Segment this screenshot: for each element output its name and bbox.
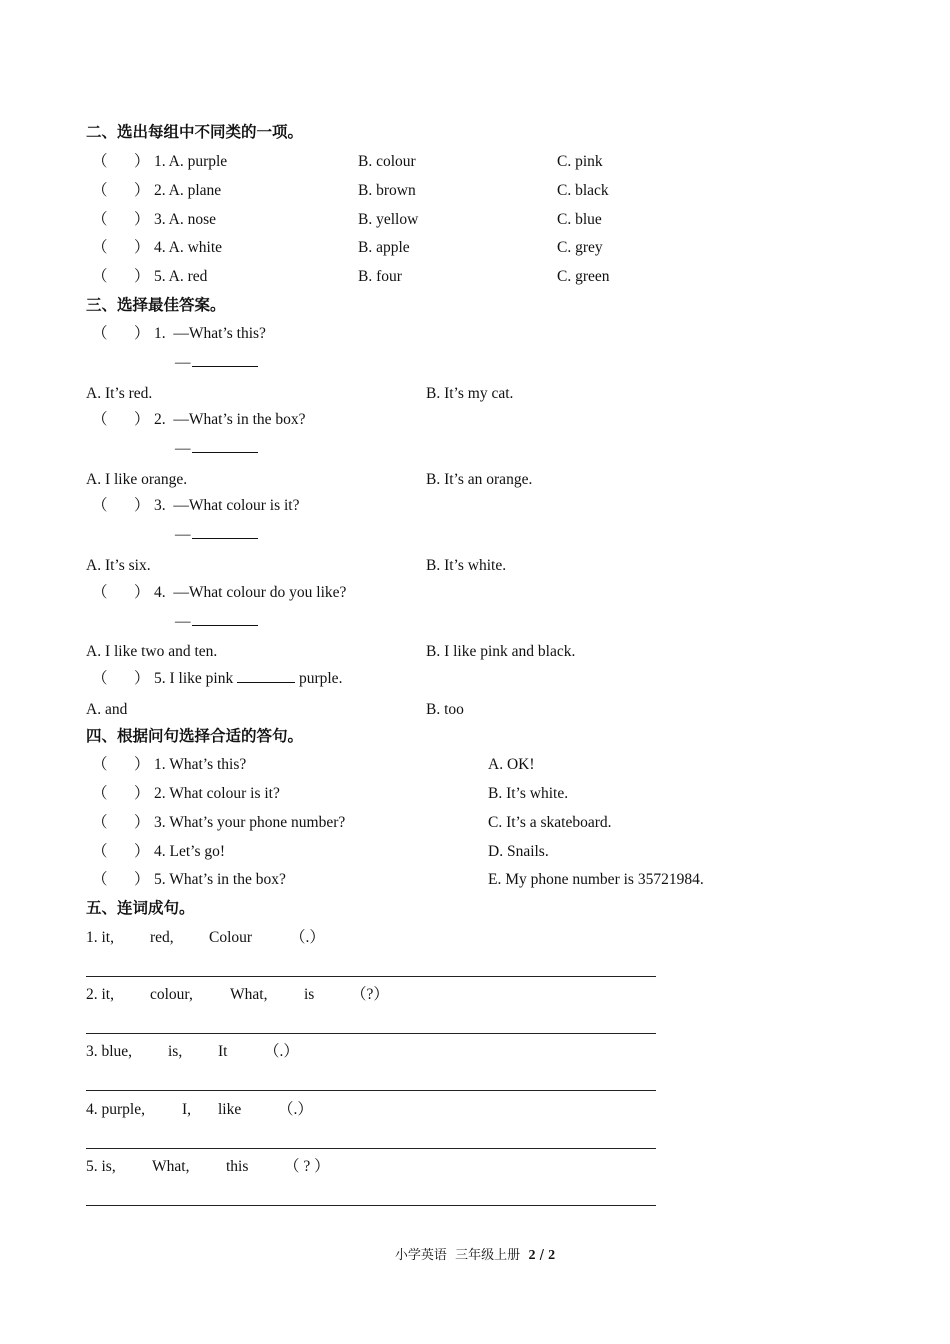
answer-paren-close: ） (134, 325, 150, 342)
answer-paren-open: （ (92, 871, 108, 888)
punctuation-hint: （?） (351, 986, 389, 1003)
answer-paren-close: ） (134, 785, 150, 802)
punctuation-hint: （.） (278, 1101, 313, 1118)
scrambled-word: is, (168, 1043, 183, 1060)
punctuation-hint: （.） (264, 1043, 299, 1060)
answer-paren-close: ） (134, 843, 150, 860)
scrambled-word: 2. it, (86, 986, 114, 1003)
answer-paren-open: （ (92, 756, 108, 773)
option-a: A. I like two and ten. (86, 643, 218, 660)
option-b: B. four (358, 268, 402, 285)
answer-paren-close: ） (134, 239, 150, 256)
option-a: 4. A. white (154, 239, 223, 256)
option-b: B. I like pink and black. (426, 643, 576, 660)
answer-dash: — (175, 526, 191, 543)
option-b: B. brown (358, 182, 416, 199)
section-4-title: 四、根据问句选择合适的答句。 (86, 727, 304, 745)
answer-blank (192, 612, 258, 632)
answer-paren-close: ） (134, 211, 150, 228)
answer-paren-open: （ (92, 239, 108, 256)
answer-paren-open: （ (92, 325, 108, 342)
option-b: B. colour (358, 153, 416, 170)
answer-option: E. My phone number is 35721984. (488, 871, 704, 888)
scrambled-word: What, (230, 986, 268, 1003)
option-a: 5. A. red (154, 268, 208, 285)
answer-option: D. Snails. (488, 843, 549, 860)
answer-paren-open: （ (92, 411, 108, 428)
answer-option: C. It’s a skateboard. (488, 814, 612, 831)
option-b: B. yellow (358, 211, 419, 228)
punctuation-hint: （ ? ） (284, 1158, 330, 1175)
question-text-before: 5. I like pink (154, 670, 238, 687)
option-b: B. It’s an orange. (426, 471, 533, 488)
scrambled-word: I, (182, 1101, 192, 1118)
question-text: 1. —What’s this? (154, 325, 266, 342)
question-text: 4. Let’s go! (154, 843, 226, 860)
question-text: 5. What’s in the box? (154, 871, 286, 888)
answer-dash: — (175, 440, 191, 457)
scrambled-word: this (226, 1158, 249, 1175)
answer-paren-close: ） (134, 584, 150, 601)
option-b: B. apple (358, 239, 410, 256)
option-c: C. pink (557, 153, 603, 170)
scrambled-word: colour, (150, 986, 193, 1003)
footer-text: 小学英语 三年级上册 (394, 1248, 529, 1263)
answer-paren-open: （ (92, 182, 108, 199)
option-a: A. It’s six. (86, 557, 151, 574)
section-3-title: 三、选择最佳答案。 (86, 296, 226, 314)
answer-paren-open: （ (92, 497, 108, 514)
page-footer (0, 1246, 950, 1266)
scrambled-word: 1. it, (86, 929, 114, 946)
answer-line[interactable] (86, 1033, 656, 1034)
option-c: C. black (557, 182, 609, 199)
question-text (154, 669, 342, 689)
option-c: C. grey (557, 239, 603, 256)
option-c: C. blue (557, 211, 602, 228)
option-a: A. I like orange. (86, 471, 188, 488)
answer-paren-close: ） (134, 814, 150, 831)
answer-blank (237, 669, 295, 683)
option-a: 3. A. nose (154, 211, 216, 228)
answer-paren-open: （ (92, 843, 108, 860)
option-c: C. green (557, 268, 610, 285)
answer-line[interactable] (86, 1148, 656, 1149)
answer-paren-close: ） (134, 411, 150, 428)
scrambled-word: Colour (209, 929, 253, 946)
scrambled-word: like (218, 1101, 242, 1118)
answer-option: A. OK! (488, 756, 535, 773)
question-text: 2. What colour is it? (154, 785, 280, 802)
page-total: 2 (548, 1248, 556, 1263)
answer-paren-open: （ (92, 584, 108, 601)
answer-blank (192, 353, 258, 373)
question-text-after: purple. (295, 670, 343, 687)
option-a: A. It’s red. (86, 385, 153, 402)
page-number: 2 (528, 1248, 536, 1263)
scrambled-word: 5. is, (86, 1158, 116, 1175)
answer-paren-close: ） (134, 268, 150, 285)
answer-paren-close: ） (134, 497, 150, 514)
option-b: B. It’s my cat. (426, 385, 514, 402)
answer-line[interactable] (86, 976, 656, 977)
answer-paren-open: （ (92, 670, 108, 687)
answer-blank (192, 439, 258, 459)
scrambled-word: red, (150, 929, 174, 946)
answer-line[interactable] (86, 1090, 656, 1091)
section-5-title: 五、连词成句。 (86, 899, 195, 917)
answer-blank (192, 525, 258, 545)
question-text: 1. What’s this? (154, 756, 247, 773)
answer-paren-open: （ (92, 211, 108, 228)
section-2-title: 二、选出每组中不同类的一项。 (86, 123, 304, 141)
answer-dash: — (175, 354, 191, 371)
option-b: B. It’s white. (426, 557, 507, 574)
option-b: B. too (426, 701, 464, 718)
option-a: 1. A. purple (154, 153, 228, 170)
question-text: 4. —What colour do you like? (154, 584, 347, 601)
scrambled-word: 4. purple, (86, 1101, 145, 1118)
question-text: 2. —What’s in the box? (154, 411, 306, 428)
page-separator: / (535, 1248, 549, 1263)
answer-paren-close: ） (134, 670, 150, 687)
answer-paren-open: （ (92, 814, 108, 831)
answer-dash: — (175, 613, 191, 630)
answer-paren-close: ） (134, 871, 150, 888)
scrambled-word: is (304, 986, 315, 1003)
answer-paren-open: （ (92, 268, 108, 285)
scrambled-word: What, (152, 1158, 190, 1175)
question-text: 3. —What colour is it? (154, 497, 300, 514)
answer-paren-close: ） (134, 182, 150, 199)
answer-paren-close: ） (134, 153, 150, 170)
answer-option: B. It’s white. (488, 785, 569, 802)
scrambled-word: It (218, 1043, 228, 1060)
answer-paren-open: （ (92, 785, 108, 802)
option-a: 2. A. plane (154, 182, 222, 199)
question-text: 3. What’s your phone number? (154, 814, 346, 831)
scrambled-word: 3. blue, (86, 1043, 133, 1060)
option-a: A. and (86, 701, 128, 718)
answer-paren-open: （ (92, 153, 108, 170)
answer-line[interactable] (86, 1205, 656, 1206)
punctuation-hint: （.） (290, 929, 325, 946)
answer-paren-close: ） (134, 756, 150, 773)
